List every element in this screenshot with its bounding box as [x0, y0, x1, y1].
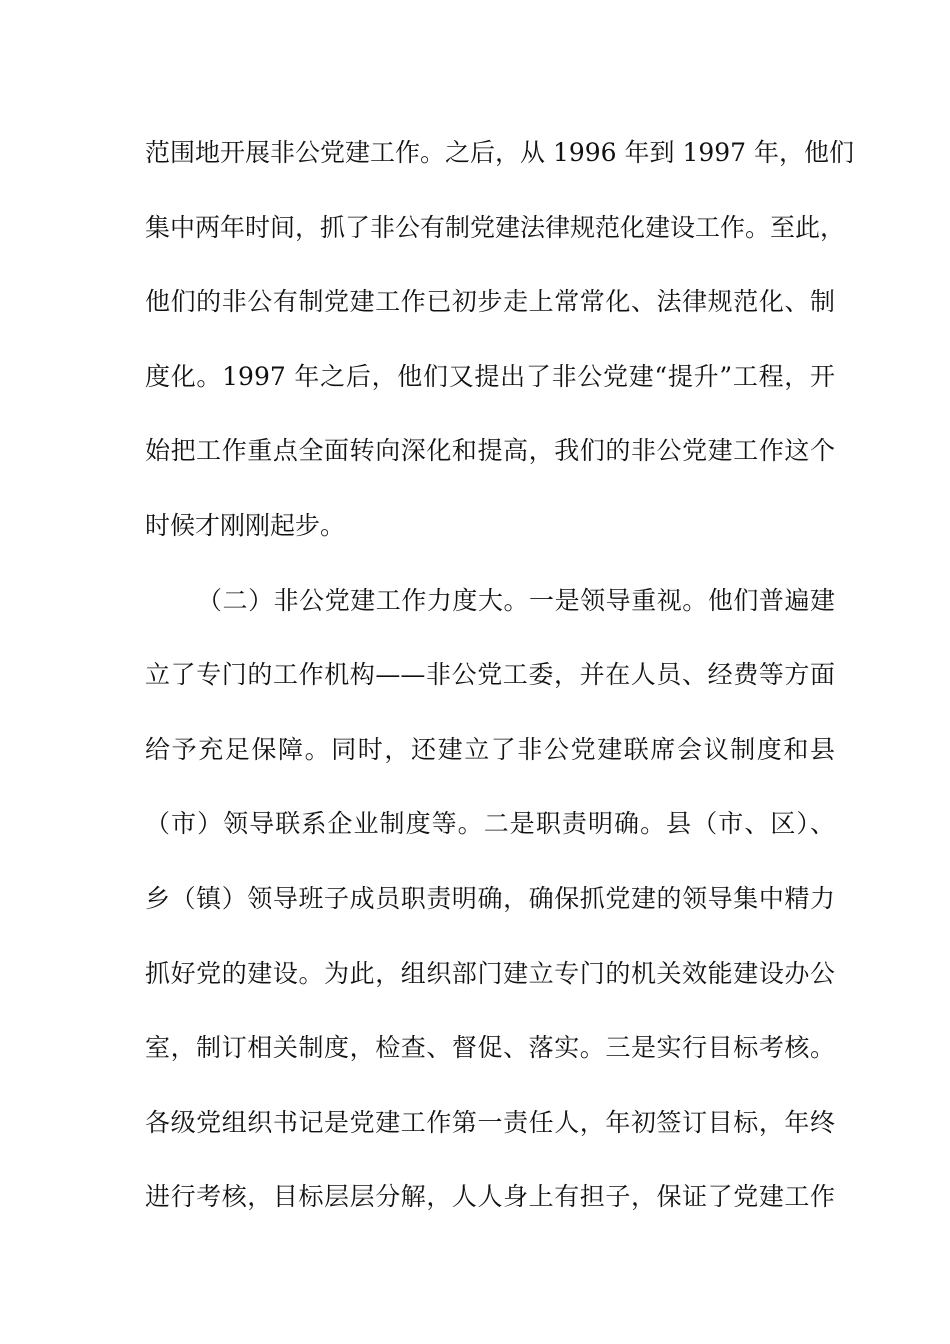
text-line: 他们的非公有制党建工作已初步走上常常化、法律规范化、制: [145, 287, 835, 317]
text-line: 室，制订相关制度，检查、督促、落实。三是实行目标考核。: [145, 1033, 835, 1063]
text-line: 时候才刚刚起步。: [145, 510, 346, 540]
text-line: 各级党组织书记是党建工作第一责任人，年初签订目标，年终: [145, 1107, 835, 1137]
text-line: 抓好党的建设。为此，组织部门建立专门的机关效能建设办公: [145, 958, 835, 988]
text-line: 进行考核，目标层层分解，人人身上有担子，保证了党建工作: [145, 1182, 835, 1212]
text-line: 范围地开展非公党建工作。之后，从 1996 年到 1997 年，他们: [145, 138, 855, 167]
text-line: 度化。1997 年之后，他们又提出了非公党建“提升”工程，开: [145, 361, 835, 391]
text-line: 集中两年时间，抓了非公有制党建法律规范化建设工作。至此，: [145, 212, 846, 242]
text-line: （二）非公党建工作力度大。一是领导重视。他们普遍建: [197, 585, 835, 615]
text-line: 立了专门的工作机构——非公党工委，并在人员、经费等方面: [145, 660, 835, 690]
body-text: [145, 130, 855, 1249]
text-line: 乡（镇）领导班子成员职责明确，确保抓党建的领导集中精力: [145, 883, 835, 913]
text-line: 始把工作重点全面转向深化和提高，我们的非公党建工作这个: [145, 436, 835, 466]
text-line: （市）领导联系企业制度等。二是职责明确。县（市、区）、: [145, 809, 835, 839]
text-line: 给予充足保障。同时，还建立了非公党建联席会议制度和县: [145, 734, 835, 764]
